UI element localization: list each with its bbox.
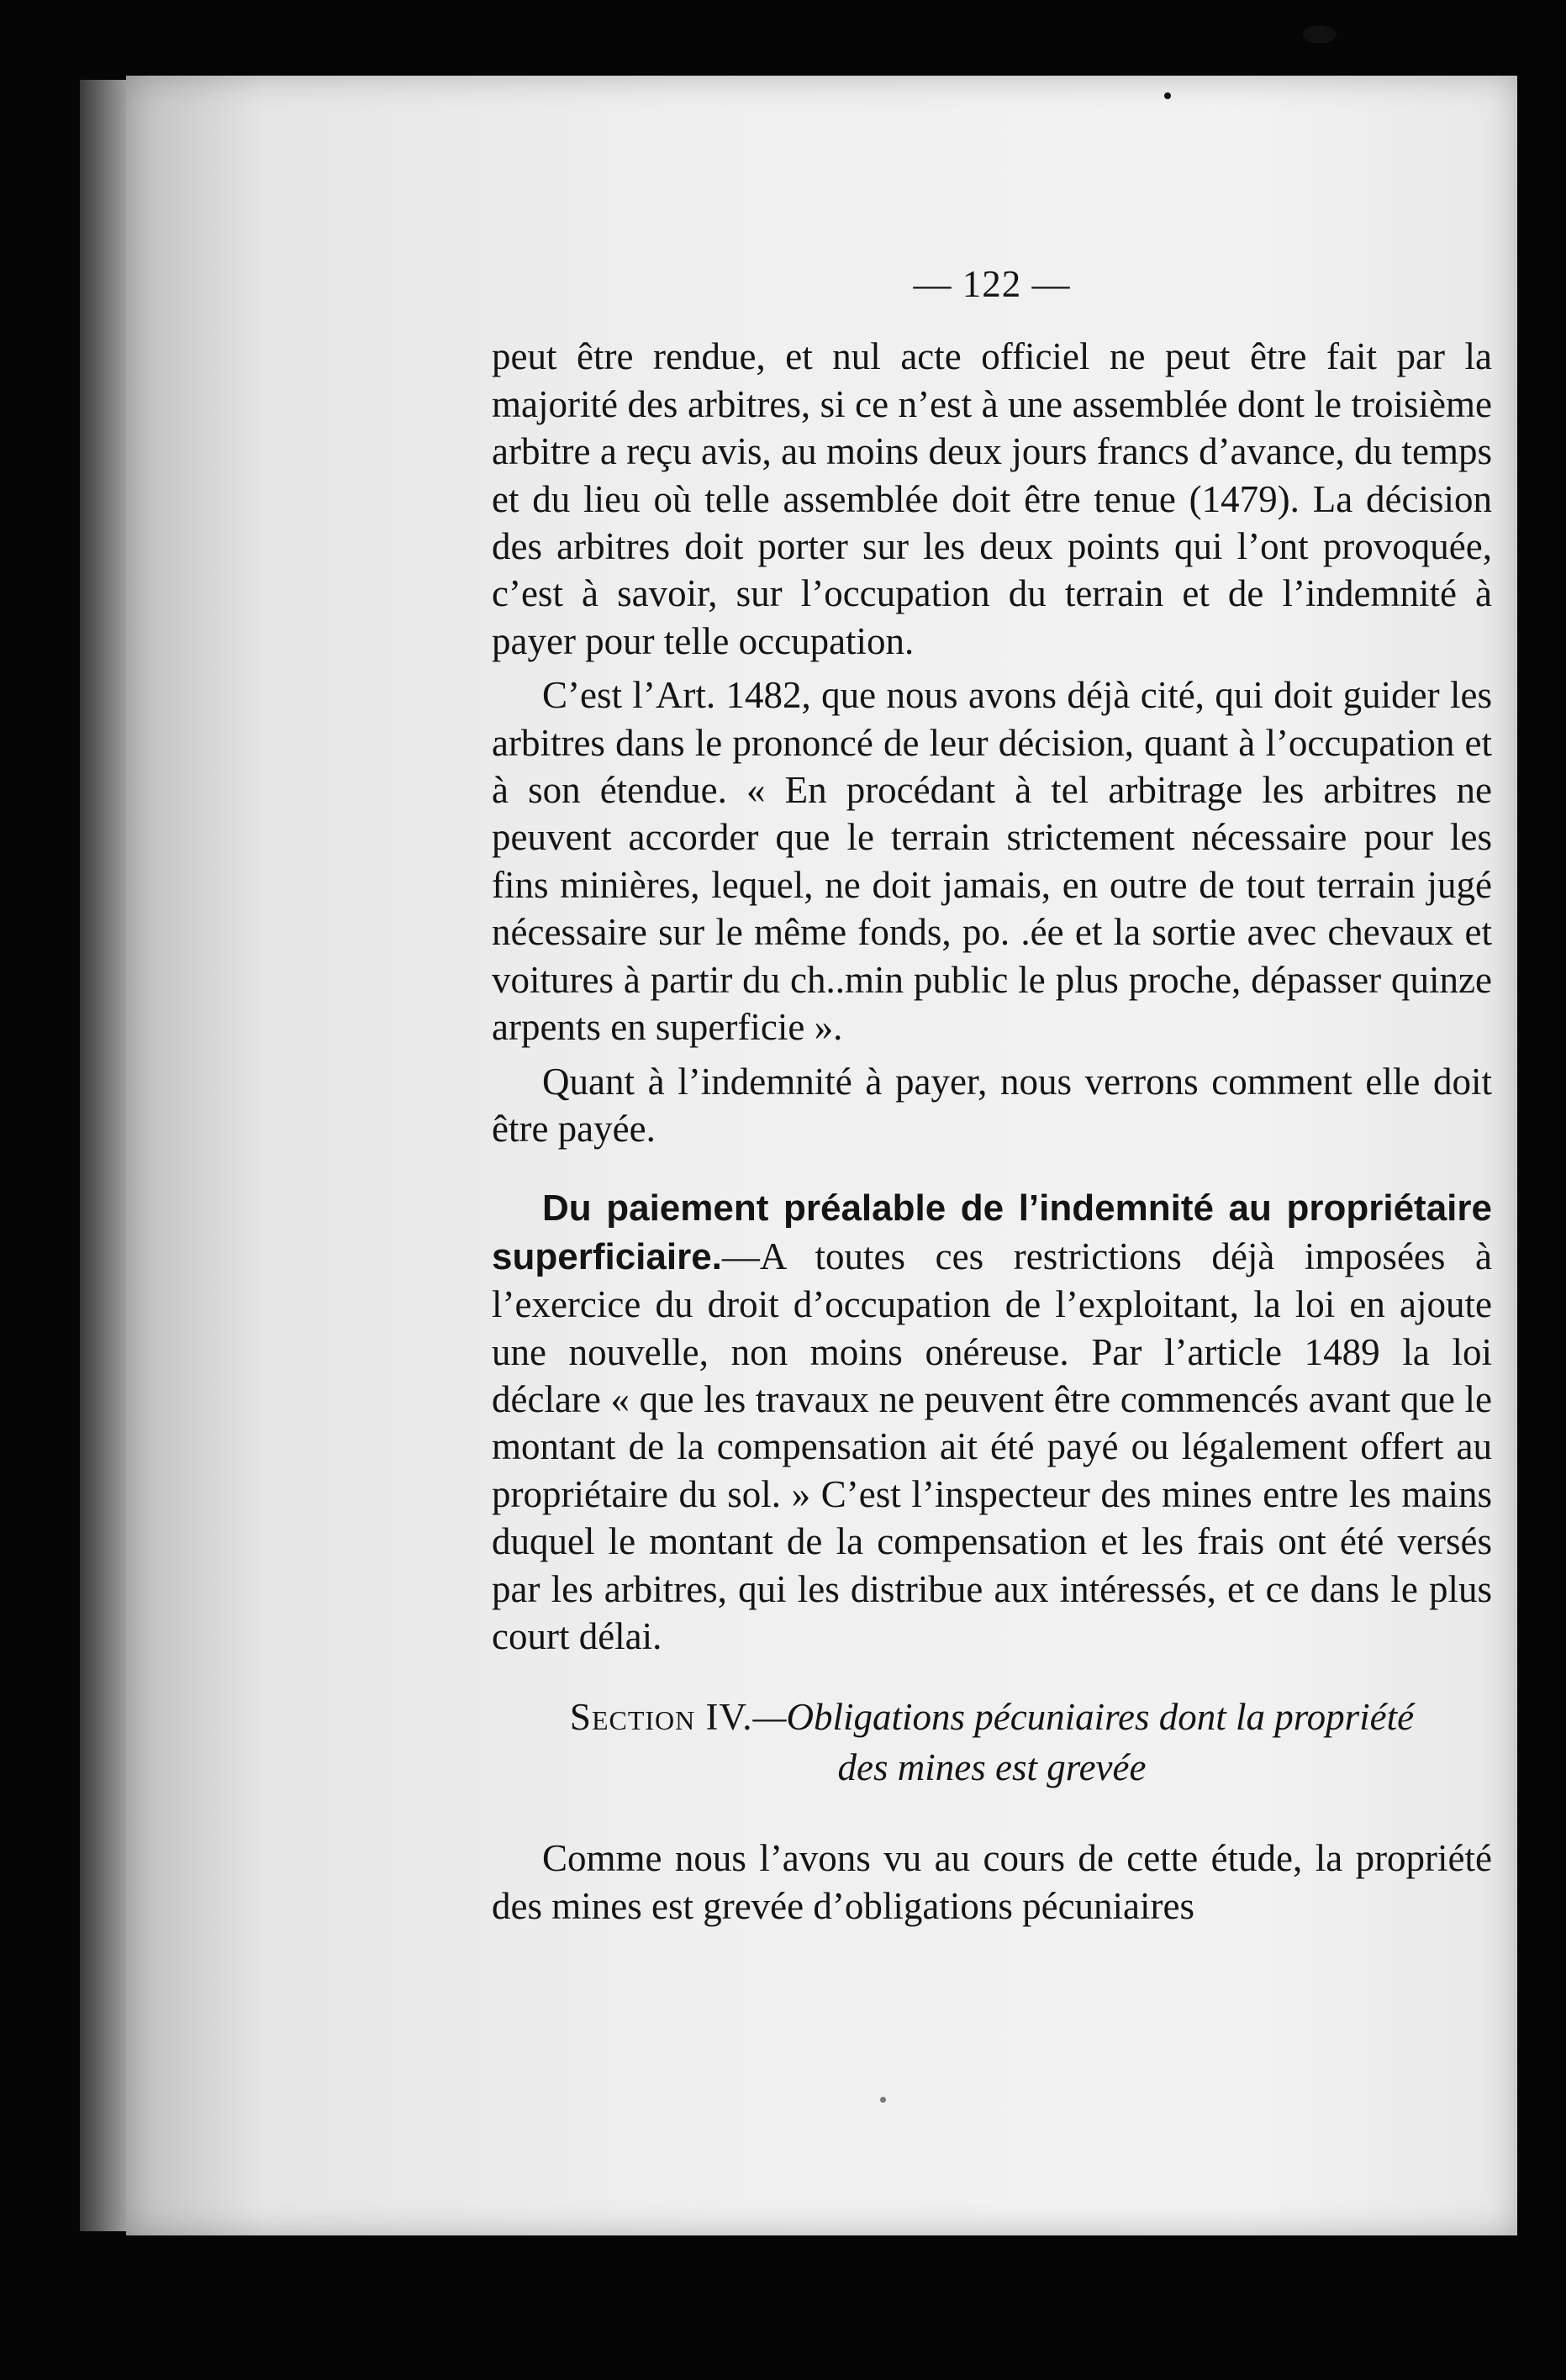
dust-speck — [880, 2097, 886, 2103]
paragraph-4-body: —A toutes ces restrictions déjà imposées à l’exercice du droit d’occupation de l’exploitant, la loi en ajoute une nouvelle, non moins onéreuse. Par l’article 1489 la loi déclare « que les travaux ne peuvent être commencés avant que le montant de la compensation ait été payé ou légalement offert au propriétaire du sol. » C’est l’inspecteur des mines entre les mains duquel le montant de la compensation et les frais ont été versés par les arbitres, qui les distribue aux intéressés, et ce dans le plus court délai. — [492, 1235, 1492, 1657]
dust-speck — [1164, 92, 1171, 99]
run-in-heading: Du paiement préalable de l’indemnité au propriétaire superficiaire. — [492, 1187, 1492, 1277]
paragraph-3: Quant à l’indemnité à payer, nous verrons comment elle doit être payée. — [492, 1060, 1492, 1150]
page-text — [492, 261, 1492, 1930]
section-title-line-2: des mines est grevée — [837, 1746, 1147, 1789]
section-title-line-1: —Obligations pécuniaires dont la propriété — [752, 1696, 1415, 1739]
paragraph-2: C’est l’Art. 1482, que nous avons déjà cité, qui doit guider les arbitres dans le prononcé de leur décision, quant à l’occupation et à son étendue. « En procédant à tel arbitrage les arbitres ne peuvent accorder que le terrain strictement nécessaire pour les fins minières, lequel, ne doit jamais, en outre de tout terrain jugé nécessaire sur le même fonds, po. .ée et la sortie avec chevaux et voitures à partir du ch..min public le plus proche, dépasser quinze arpents en superficie ». — [492, 674, 1492, 1049]
paragraph-5: Comme nous l’avons vu au cours de cette étude, la propriété des mines est grevée d’obligations pécuniaires — [492, 1837, 1492, 1927]
dust-speck — [1303, 25, 1337, 44]
section-heading — [492, 1692, 1492, 1793]
paragraph-4 — [492, 1184, 1492, 1660]
paragraph-1: peut être rendue, et nul acte officiel ne peut être fait par la majorité des arbitres, si ce n’est à une assemblée dont le troisième arbitre a reçu avis, au moins deux jours francs d’avance, du temps et du lieu où telle assemblée doit être tenue (1479). La décision des arbitres doit porter sur les deux points qui l’ont provoquée, c’est à savoir, sur l’occupation du terrain et de l’indemnité à payer pour telle occupation. — [492, 335, 1492, 662]
page-number: — 122 — — [913, 263, 1071, 305]
section-label: Section IV. — [569, 1696, 753, 1739]
